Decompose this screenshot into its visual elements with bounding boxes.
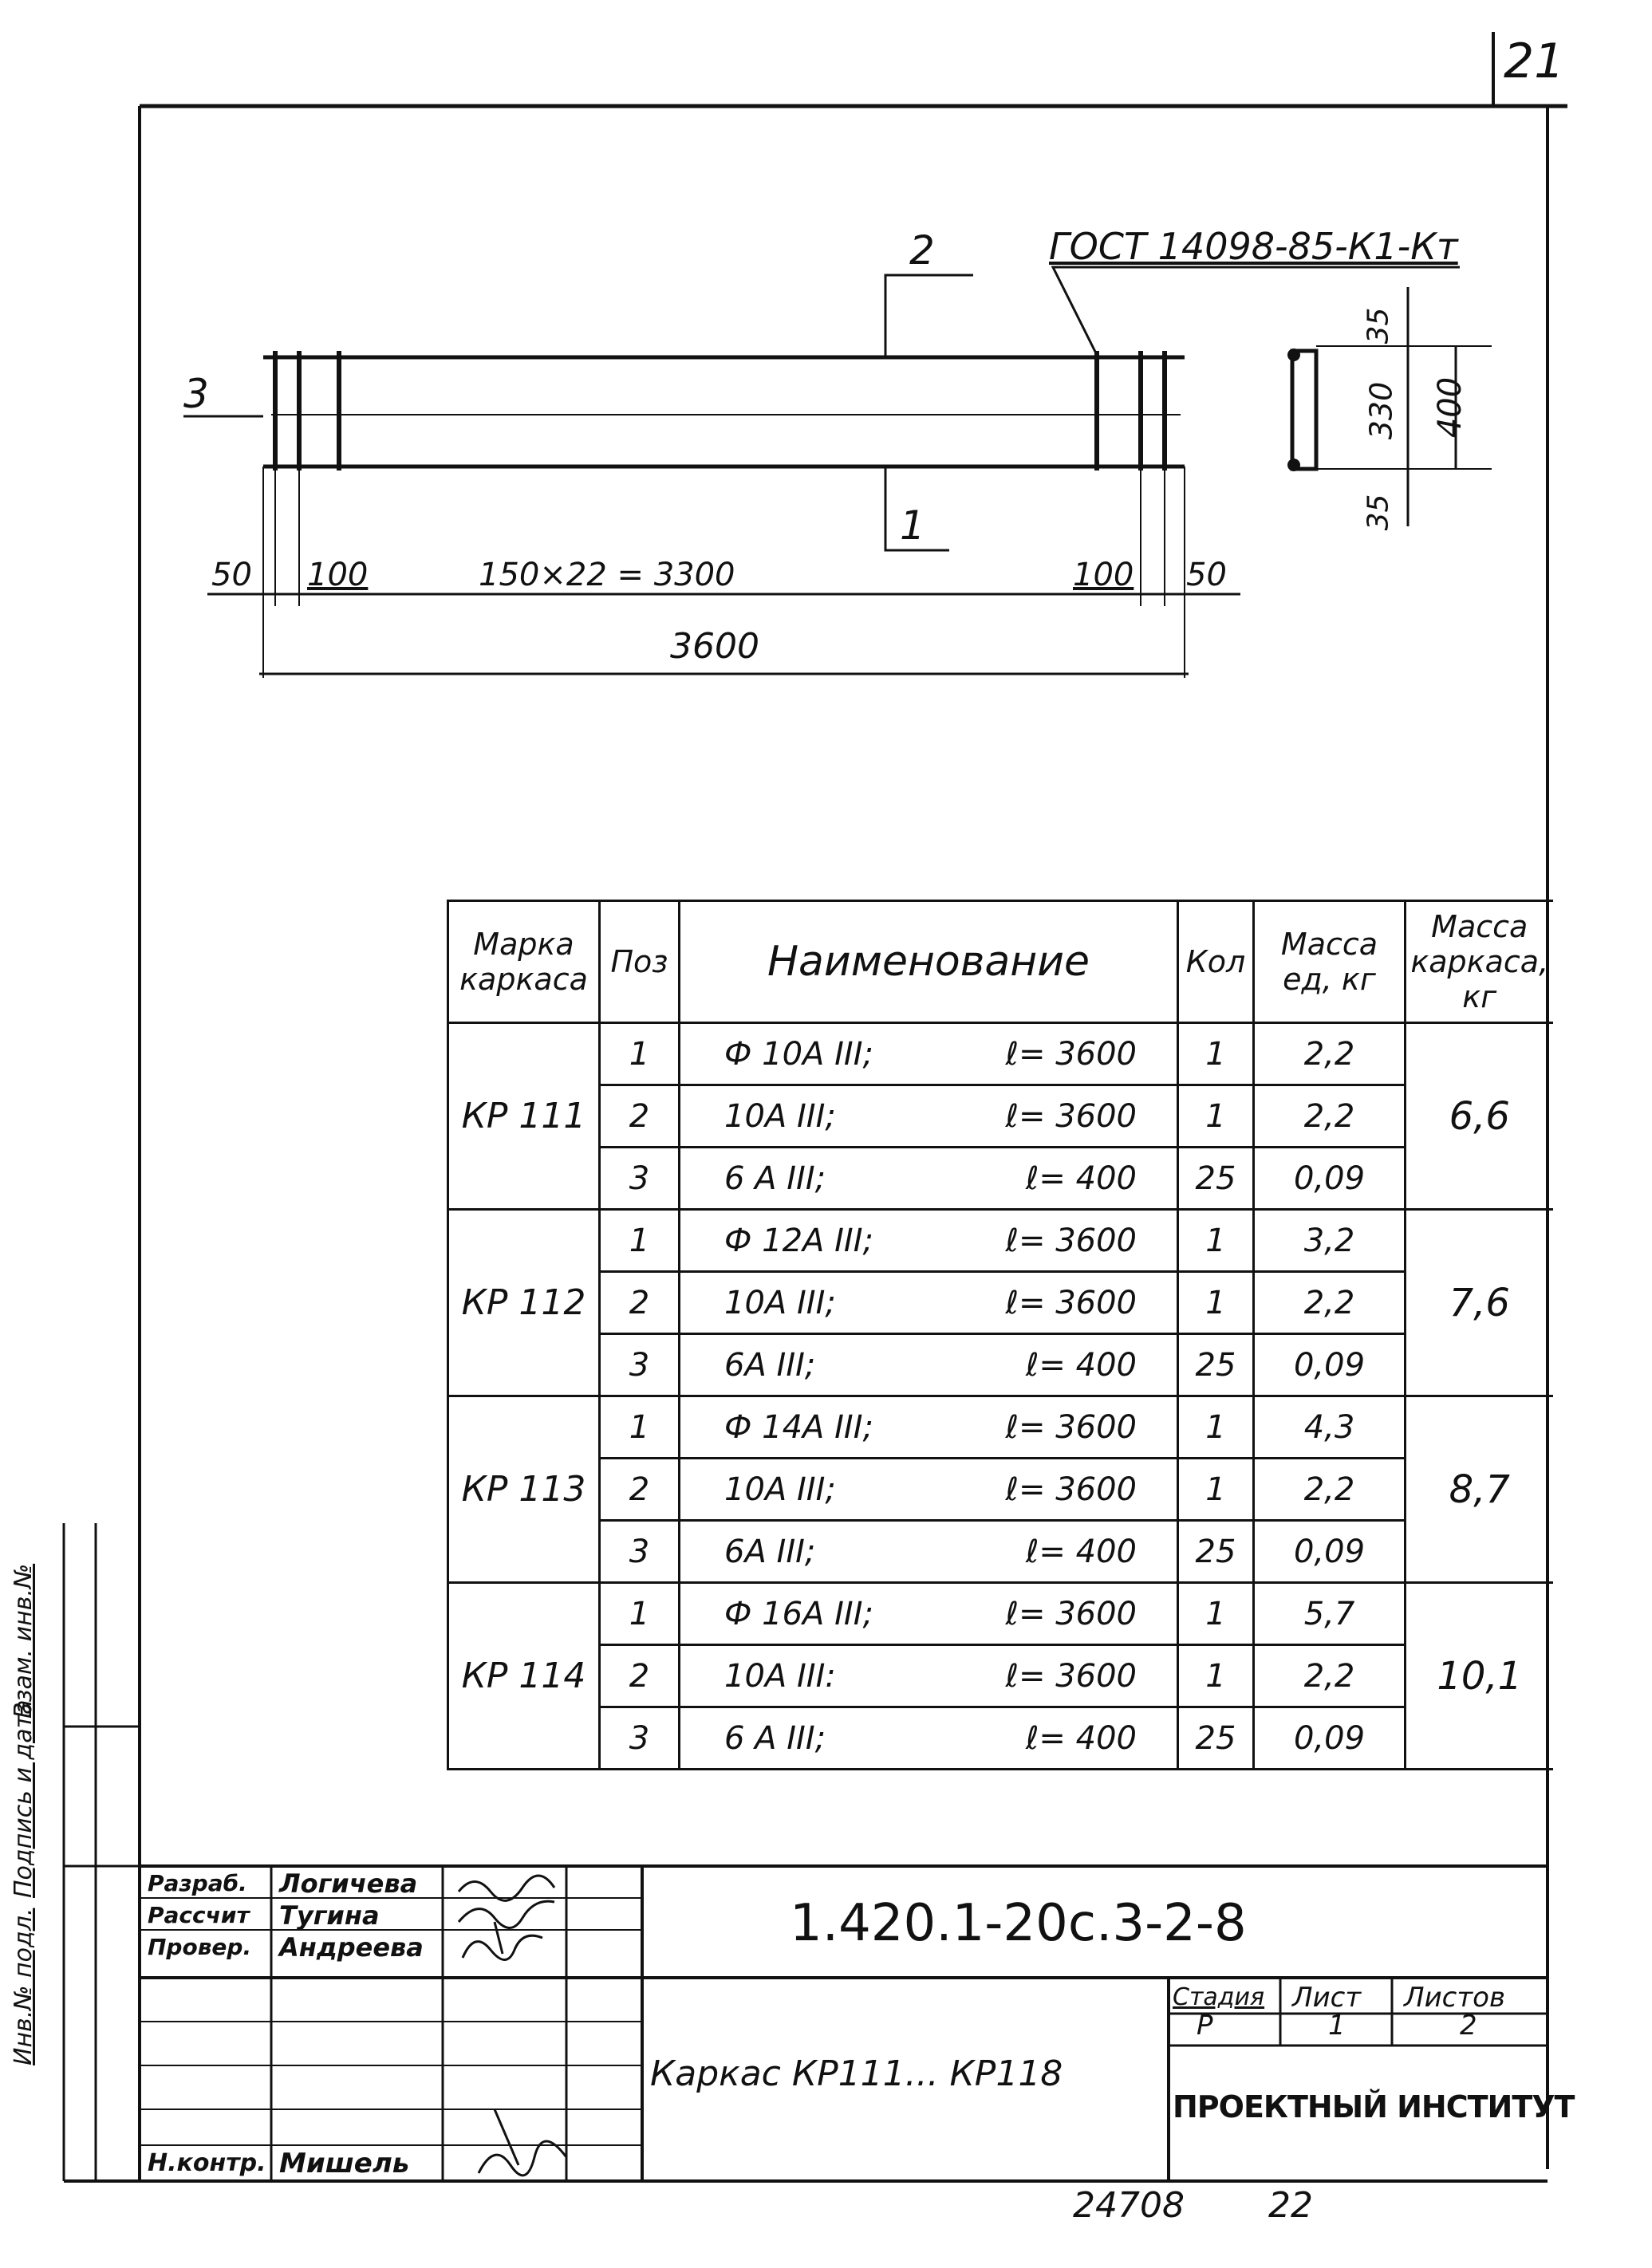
pos-cell: 2 bbox=[600, 1085, 680, 1148]
bar-spec: 6 А III; bbox=[724, 1160, 826, 1197]
qty-cell: 1 bbox=[1178, 1085, 1254, 1148]
bar-length: ℓ= 400 bbox=[1025, 1719, 1137, 1757]
dim-pitch: 150×22 = 3300 bbox=[479, 557, 735, 593]
frame-mark: КР 114 bbox=[448, 1583, 600, 1770]
col-pos-header: Поз bbox=[600, 901, 680, 1023]
bar-spec: 10А III; bbox=[724, 1097, 836, 1135]
bar-length: ℓ= 400 bbox=[1025, 1346, 1137, 1384]
table-row bbox=[448, 1459, 1553, 1521]
sheets-value: 2 bbox=[1460, 2010, 1477, 2042]
signature-calculator bbox=[459, 1901, 554, 1927]
frame-mass: 6,6 bbox=[1406, 1023, 1553, 1210]
frame-mark: КР 113 bbox=[448, 1396, 600, 1583]
name-cell bbox=[680, 1459, 1178, 1521]
bar-spec: Ф 16А III; bbox=[724, 1595, 873, 1632]
name-cell bbox=[680, 1583, 1178, 1645]
signature-developer bbox=[459, 1876, 554, 1900]
qty-cell: 25 bbox=[1178, 1334, 1254, 1396]
organization: ПРОЕКТНЫЙ ИНСТИТУТ bbox=[1173, 2089, 1575, 2124]
callout-3: 3 bbox=[183, 371, 209, 417]
archive-number: 24708 bbox=[1073, 2185, 1185, 2226]
section-dim-total: 400 bbox=[1432, 376, 1469, 439]
mass-cell: 2,2 bbox=[1254, 1085, 1406, 1148]
pos-cell: 1 bbox=[600, 1396, 680, 1459]
qty-cell: 1 bbox=[1178, 1210, 1254, 1272]
frame-mark: КР 112 bbox=[448, 1210, 600, 1396]
table-row bbox=[448, 1334, 1553, 1396]
margin-sign-date: Подпись и дата bbox=[10, 1699, 37, 1898]
col-name-header: Наименование bbox=[680, 901, 1178, 1023]
table-row bbox=[448, 1023, 1553, 1085]
pos-cell: 3 bbox=[600, 1148, 680, 1210]
pos-cell: 2 bbox=[600, 1459, 680, 1521]
qty-cell: 1 bbox=[1178, 1272, 1254, 1334]
stage-value: Р bbox=[1197, 2010, 1213, 2042]
bar-length: ℓ= 3600 bbox=[1005, 1097, 1137, 1135]
section-dim-bottom: 35 bbox=[1362, 494, 1395, 531]
sheet-corner-number: 21 bbox=[1504, 33, 1565, 89]
bar-length: ℓ= 400 bbox=[1025, 1160, 1137, 1197]
name-developer: Логичева bbox=[279, 1868, 418, 1899]
name-cell bbox=[680, 1085, 1178, 1148]
qty-cell: 1 bbox=[1178, 1583, 1254, 1645]
name-cell bbox=[680, 1272, 1178, 1334]
dim-total: 3600 bbox=[670, 626, 759, 667]
section-dim-mid: 330 bbox=[1363, 381, 1399, 440]
mass-cell: 0,09 bbox=[1254, 1707, 1406, 1770]
pos-cell: 1 bbox=[600, 1023, 680, 1085]
role-developer: Разраб. bbox=[148, 1870, 247, 1896]
table-row bbox=[448, 1645, 1553, 1707]
col-mark-header: Марка каркаса bbox=[448, 901, 600, 1023]
pos-cell: 2 bbox=[600, 1645, 680, 1707]
col-unit-mass-header: Масса ед, кг bbox=[1254, 901, 1406, 1023]
pos-cell: 1 bbox=[600, 1210, 680, 1272]
section-outline bbox=[1292, 351, 1316, 469]
frame-mass: 8,7 bbox=[1406, 1396, 1553, 1583]
qty-cell: 25 bbox=[1178, 1148, 1254, 1210]
section-dim-top: 35 bbox=[1362, 307, 1395, 345]
bar-spec: 10А III: bbox=[724, 1657, 836, 1695]
table-row bbox=[448, 1210, 1553, 1272]
signature-checker bbox=[463, 1922, 542, 1960]
sheets-label: Листов bbox=[1404, 1982, 1506, 2014]
name-checker: Андреева bbox=[279, 1932, 424, 1963]
drawing-title: Каркас КР111... КР118 bbox=[650, 2053, 1063, 2094]
name-calculator: Тугина bbox=[279, 1900, 380, 1931]
callout-2: 2 bbox=[909, 227, 935, 274]
standard-reference: ГОСТ 14098-85-К1-Кт bbox=[1049, 225, 1458, 268]
name-cell bbox=[680, 1396, 1178, 1459]
pos-cell: 2 bbox=[600, 1272, 680, 1334]
qty-cell: 1 bbox=[1178, 1645, 1254, 1707]
mass-cell: 2,2 bbox=[1254, 1645, 1406, 1707]
document-code: 1.420.1-20с.3-2-8 bbox=[790, 1894, 1247, 1953]
frame-mass: 7,6 bbox=[1406, 1210, 1553, 1396]
name-normcontrol: Мишель bbox=[279, 2148, 410, 2179]
name-cell bbox=[680, 1023, 1178, 1085]
margin-inv-dup: Взам. инв.№ bbox=[10, 1563, 37, 1719]
stage-label: Стадия bbox=[1173, 1983, 1265, 2011]
role-checker: Провер. bbox=[148, 1934, 252, 1960]
table-row bbox=[448, 1396, 1553, 1459]
name-cell bbox=[680, 1645, 1178, 1707]
table-row bbox=[448, 1272, 1553, 1334]
bar-spec: Ф 10А III; bbox=[724, 1035, 873, 1073]
dim-right-step: 100 bbox=[1073, 557, 1134, 593]
mass-cell: 5,7 bbox=[1254, 1583, 1406, 1645]
table-row bbox=[448, 1148, 1553, 1210]
qty-cell: 1 bbox=[1178, 1459, 1254, 1521]
pos-cell: 3 bbox=[600, 1707, 680, 1770]
bar-spec: 6А III; bbox=[724, 1533, 816, 1570]
bar-length: ℓ= 3600 bbox=[1005, 1471, 1137, 1508]
table-row bbox=[448, 1707, 1553, 1770]
bar-length: ℓ= 3600 bbox=[1005, 1408, 1137, 1446]
mass-cell: 2,2 bbox=[1254, 1272, 1406, 1334]
mass-cell: 0,09 bbox=[1254, 1521, 1406, 1583]
pos-cell: 3 bbox=[600, 1334, 680, 1396]
sheet-label: Лист bbox=[1292, 1982, 1362, 2014]
bar-spec: Ф 14А III; bbox=[724, 1408, 873, 1446]
name-cell bbox=[680, 1334, 1178, 1396]
col-qty-header: Кол bbox=[1178, 901, 1254, 1023]
role-calculator: Рассчит bbox=[148, 1902, 250, 1928]
mass-cell: 2,2 bbox=[1254, 1459, 1406, 1521]
name-cell bbox=[680, 1521, 1178, 1583]
qty-cell: 25 bbox=[1178, 1707, 1254, 1770]
bar-length: ℓ= 3600 bbox=[1005, 1035, 1137, 1073]
pos-cell: 3 bbox=[600, 1521, 680, 1583]
bar-length: ℓ= 3600 bbox=[1005, 1595, 1137, 1632]
mass-cell: 3,2 bbox=[1254, 1210, 1406, 1272]
name-cell bbox=[680, 1148, 1178, 1210]
bar-length: ℓ= 3600 bbox=[1005, 1657, 1137, 1695]
section-dot-bottom bbox=[1287, 459, 1300, 471]
mass-cell: 0,09 bbox=[1254, 1334, 1406, 1396]
bar-spec: 10А III; bbox=[724, 1284, 836, 1321]
table-row bbox=[448, 1521, 1553, 1583]
mass-cell: 0,09 bbox=[1254, 1148, 1406, 1210]
col-frame-mass-header: Масса каркаса, кг bbox=[1406, 901, 1553, 1023]
bar-spec: 10А III; bbox=[724, 1471, 836, 1508]
section-dot-top bbox=[1287, 348, 1300, 361]
spec-table bbox=[447, 900, 1553, 1770]
dim-left-step: 100 bbox=[307, 557, 369, 593]
frame-mass: 10,1 bbox=[1406, 1583, 1553, 1770]
dim-right-end: 50 bbox=[1186, 557, 1227, 593]
pos-cell: 1 bbox=[600, 1583, 680, 1645]
callout-2-leader bbox=[885, 275, 973, 359]
page-number: 22 bbox=[1268, 2185, 1313, 2226]
standard-leader bbox=[1053, 267, 1460, 355]
margin-inv-orig: Инв.№ подл. bbox=[10, 1908, 37, 2065]
mass-cell: 2,2 bbox=[1254, 1023, 1406, 1085]
name-cell bbox=[680, 1707, 1178, 1770]
bar-spec: 6А III; bbox=[724, 1346, 816, 1384]
dim-left-end: 50 bbox=[211, 557, 252, 593]
table-row bbox=[448, 1583, 1553, 1645]
mass-cell: 4,3 bbox=[1254, 1396, 1406, 1459]
bar-spec: 6 А III; bbox=[724, 1719, 826, 1757]
sheet-value: 1 bbox=[1328, 2010, 1346, 2042]
qty-cell: 1 bbox=[1178, 1023, 1254, 1085]
qty-cell: 25 bbox=[1178, 1521, 1254, 1583]
bar-length: ℓ= 3600 bbox=[1005, 1222, 1137, 1259]
role-normcontrol: Н.контр. bbox=[148, 2149, 266, 2177]
spec-header-row bbox=[448, 901, 1553, 1023]
callout-1: 1 bbox=[900, 502, 925, 549]
table-row bbox=[448, 1085, 1553, 1148]
name-cell bbox=[680, 1210, 1178, 1272]
bar-length: ℓ= 3600 bbox=[1005, 1284, 1137, 1321]
bar-length: ℓ= 400 bbox=[1025, 1533, 1137, 1570]
bar-spec: Ф 12А III; bbox=[724, 1222, 873, 1259]
signature-normcontrol bbox=[479, 2109, 566, 2175]
frame-mark: КР 111 bbox=[448, 1023, 600, 1210]
qty-cell: 1 bbox=[1178, 1396, 1254, 1459]
